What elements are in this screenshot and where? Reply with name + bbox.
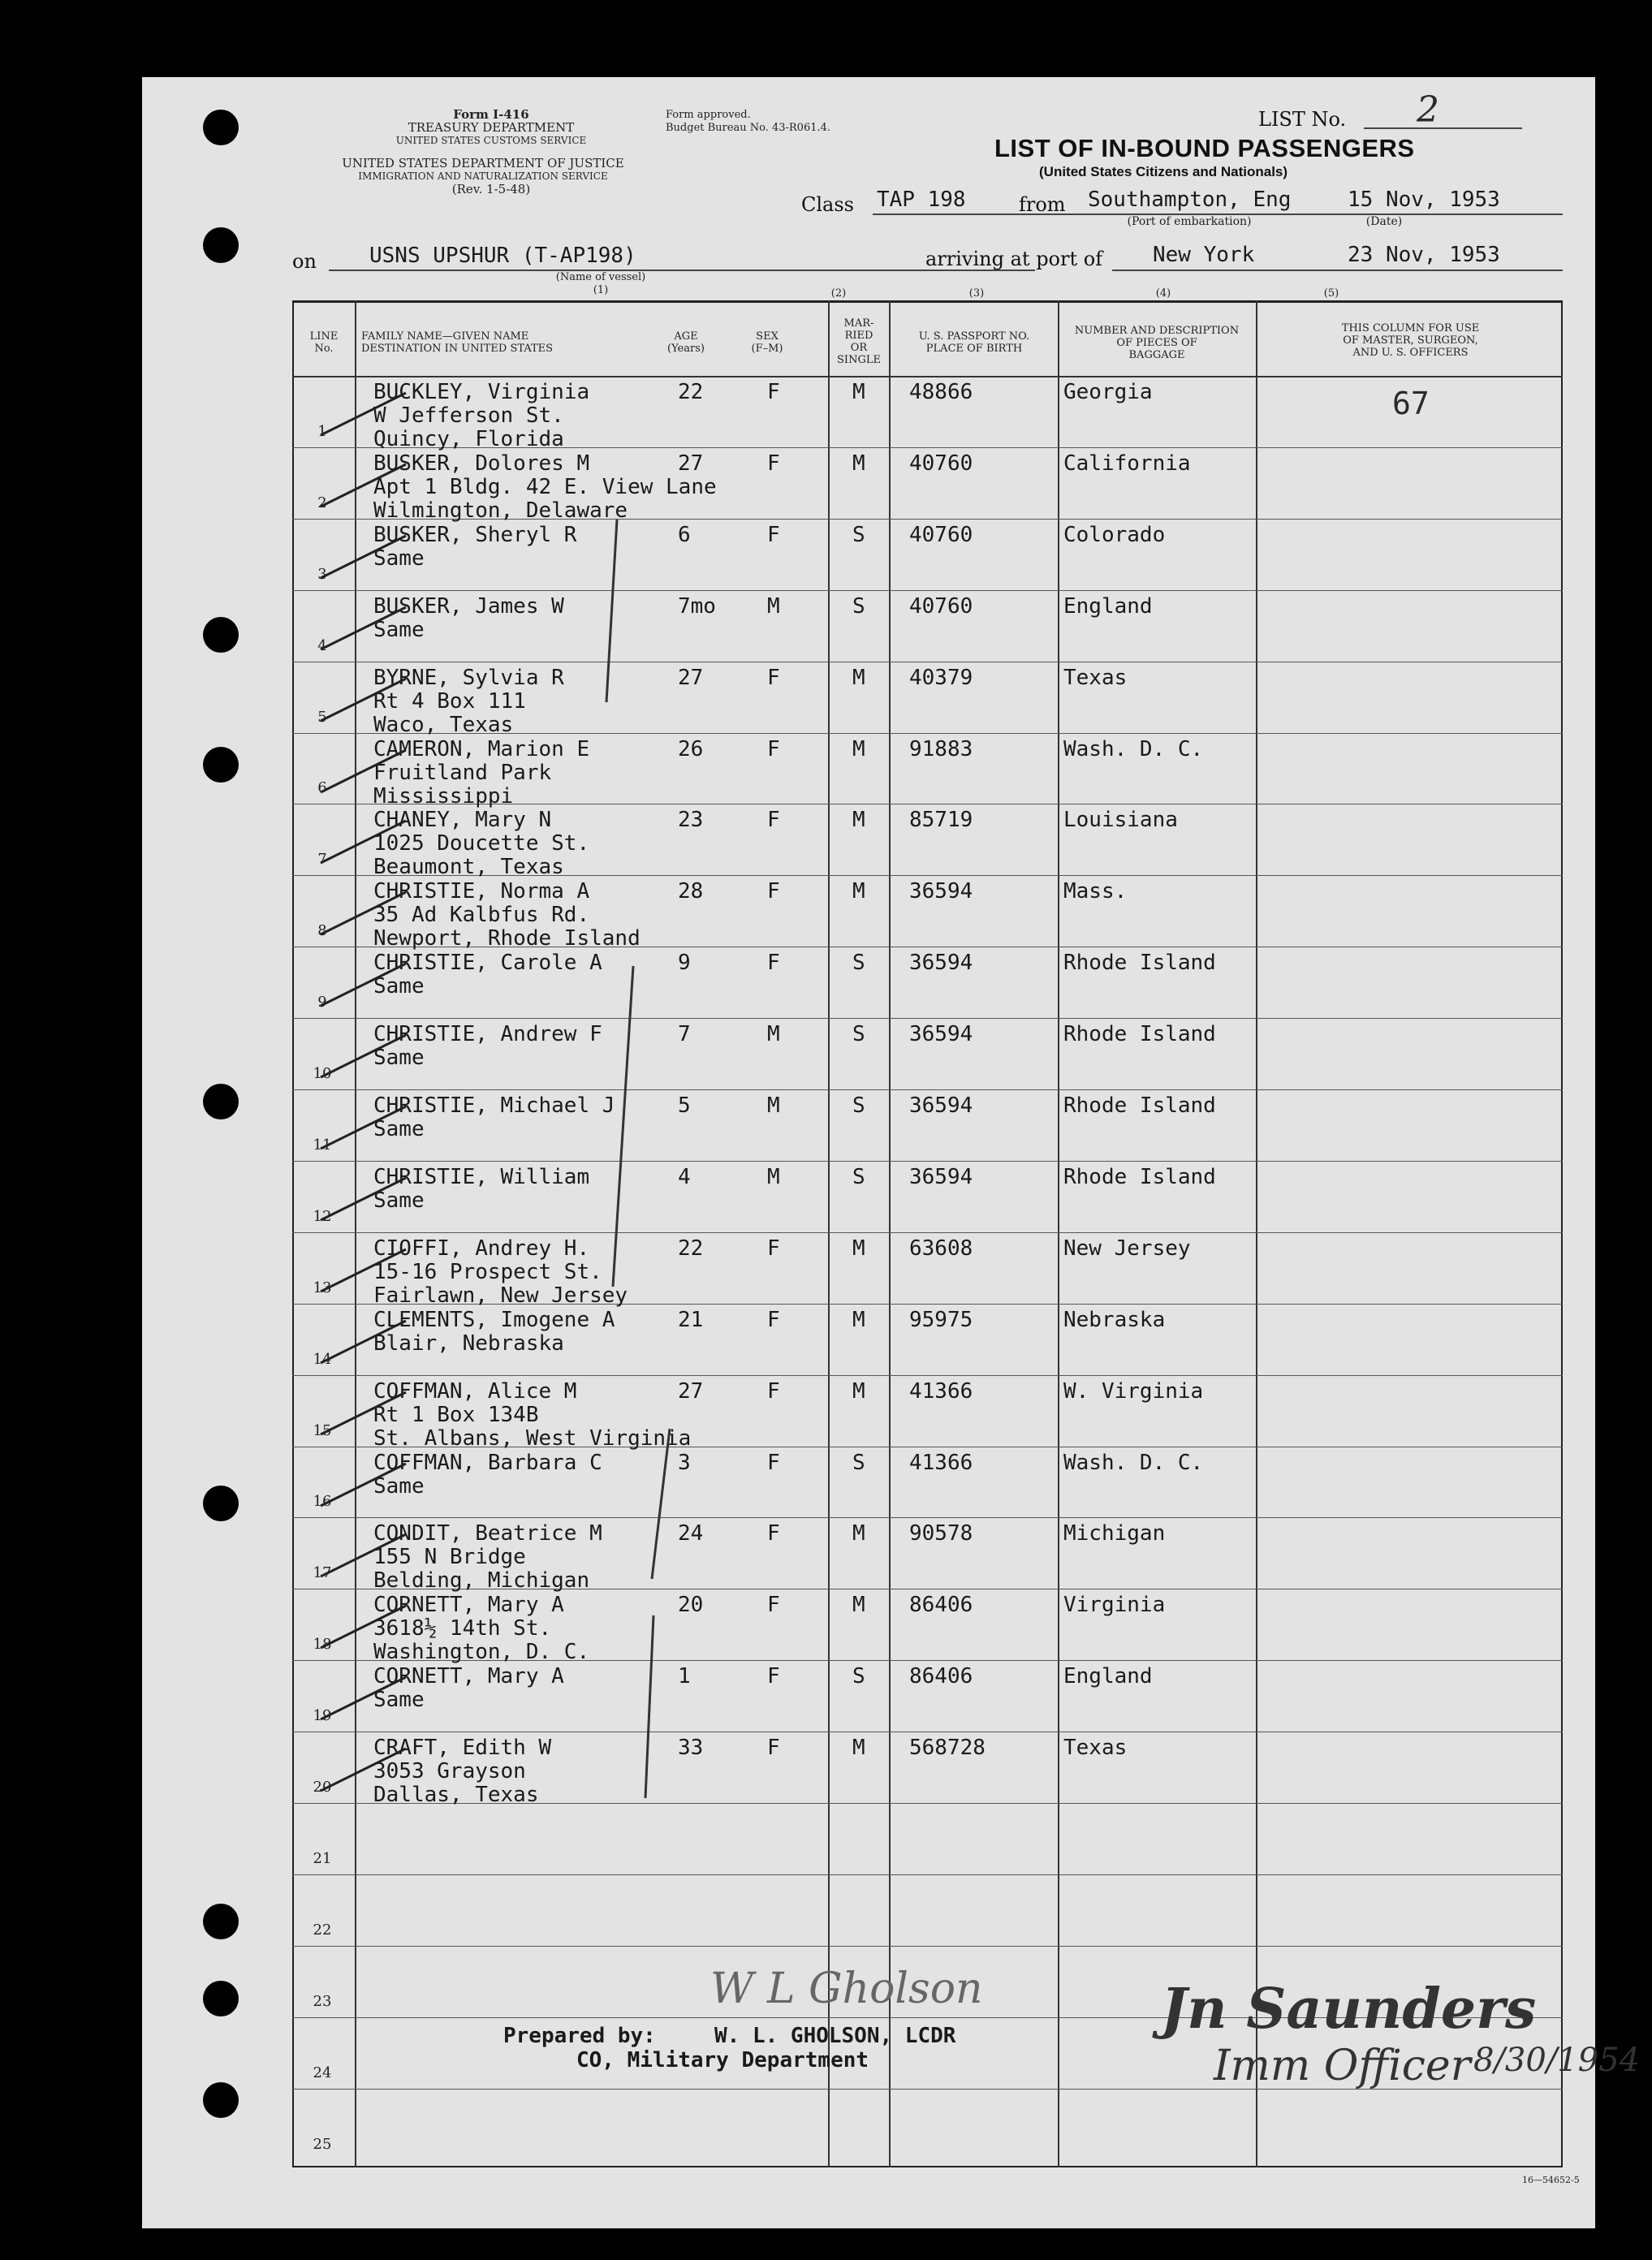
passenger-address-2: Quincy, Florida — [373, 427, 564, 451]
checkmark-icon — [317, 601, 414, 658]
punch-hole — [203, 227, 239, 263]
header-age: AGE (Years) — [667, 330, 705, 355]
vessel-name: USNS UPSHUR (T-AP198) — [369, 244, 636, 268]
passenger-address-1: Same — [373, 546, 425, 571]
passenger-passport: 41366 — [909, 1450, 973, 1475]
passenger-table — [292, 300, 1563, 2167]
passenger-passport: 40760 — [909, 593, 973, 619]
passenger-birthplace: Rhode Island — [1063, 1022, 1216, 1047]
checkmark-icon — [317, 814, 414, 871]
line-number: 20 — [313, 1779, 332, 1796]
passenger-age: 27 — [678, 1378, 704, 1404]
passenger-name: CAMERON, Marion E — [373, 736, 590, 761]
passenger-passport: 86406 — [909, 1593, 973, 1618]
passenger-marital-status: M — [852, 879, 865, 904]
arrival-port: New York — [1153, 243, 1255, 267]
passenger-age: 27 — [678, 665, 704, 690]
justice-dept: UNITED STATES DEPARTMENT OF JUSTICE — [342, 156, 624, 170]
footer-code: 16—54652-5 — [1522, 2175, 1580, 2185]
passenger-marital-status: M — [852, 1236, 865, 1261]
prepared-label: Prepared by: — [503, 2024, 656, 2048]
checkmark-icon — [317, 1457, 414, 1514]
checkmark-icon — [317, 1528, 414, 1585]
passenger-name: BUSKER, Dolores M — [373, 451, 590, 476]
form-approved: Form approved. — [666, 109, 751, 121]
checkmark-icon — [317, 1742, 414, 1799]
line-number: 2 — [317, 494, 327, 511]
passenger-birthplace: England — [1063, 1664, 1153, 1689]
passenger-marital-status: S — [852, 1664, 865, 1689]
line-number: 16 — [313, 1493, 332, 1511]
form-number: Form I-416 — [453, 107, 529, 122]
passenger-birthplace: Nebraska — [1063, 1307, 1166, 1332]
passenger-passport: 91883 — [909, 736, 973, 761]
passenger-birthplace: Colorado — [1063, 522, 1166, 547]
checkmark-icon — [317, 1029, 414, 1085]
line-number: 23 — [313, 1992, 332, 2010]
line-number: 7 — [317, 851, 327, 869]
passenger-marital-status: M — [852, 1521, 865, 1546]
passenger-birthplace: Mass. — [1063, 879, 1128, 904]
passenger-age: 27 — [678, 451, 704, 476]
passenger-age: 26 — [678, 736, 704, 761]
treasury-dept: TREASURY DEPARTMENT — [408, 120, 575, 135]
vessel-col-number: (1) — [593, 284, 609, 296]
passenger-marital-status: S — [852, 593, 865, 619]
passenger-address-2: Mississippi — [373, 783, 514, 809]
passenger-marital-status: S — [852, 951, 865, 976]
checkmark-icon — [317, 1243, 414, 1300]
header-passport: U. S. PASSPORT NO. PLACE OF BIRTH — [918, 330, 1030, 355]
checkmark-icon — [317, 1599, 414, 1656]
line-number: 25 — [313, 2135, 332, 2153]
passenger-sex: F — [767, 736, 780, 761]
passenger-marital-status: S — [852, 1093, 865, 1118]
passenger-name: CIOFFI, Andrey H. — [373, 1236, 590, 1261]
line-number: 3 — [317, 565, 327, 583]
checkmark-icon — [317, 744, 414, 800]
passenger-sex: F — [767, 879, 780, 904]
passenger-address-1: 15-16 Prospect St. — [373, 1259, 602, 1284]
passenger-address-2: Dallas, Texas — [373, 1783, 539, 1808]
passenger-birthplace: Virginia — [1063, 1593, 1166, 1618]
passenger-name: BUCKLEY, Virginia — [373, 380, 590, 404]
passenger-address-2: Washington, D. C. — [373, 1640, 590, 1665]
col-number-3: (3) — [968, 287, 985, 300]
passenger-address-2: Newport, Rhode Island — [373, 926, 641, 951]
passenger-marital-status: M — [852, 736, 865, 761]
on-label: on — [292, 250, 317, 273]
passenger-marital-status: M — [852, 1736, 865, 1761]
passenger-name: BUSKER, Sheryl R — [373, 522, 577, 547]
checkmark-icon — [317, 1671, 414, 1727]
list-number: 2 — [1417, 89, 1439, 131]
pencil-mark — [633, 1611, 666, 1806]
class-label: Class — [801, 193, 854, 216]
passenger-age: 24 — [678, 1521, 704, 1546]
passenger-sex: F — [767, 1236, 780, 1261]
line-number: 9 — [317, 994, 327, 1011]
checkmark-icon — [317, 1314, 414, 1371]
line-number: 17 — [313, 1564, 332, 1582]
budget-bureau: Budget Bureau No. 43-R061.4. — [666, 122, 831, 134]
passenger-name: CORNETT, Mary A — [373, 1593, 564, 1618]
passenger-sex: F — [767, 522, 780, 547]
passenger-name: COFFMAN, Alice M — [373, 1378, 577, 1404]
checkmark-icon — [317, 1386, 414, 1443]
passenger-birthplace: New Jersey — [1063, 1236, 1191, 1261]
passenger-address-2: Waco, Texas — [373, 712, 514, 737]
passenger-sex: F — [767, 1593, 780, 1618]
header-officers: THIS COLUMN FOR USE OF MASTER, SURGEON, AND U. S. OFFICERS — [1341, 322, 1480, 359]
revision: (Rev. 1-5-48) — [451, 182, 531, 196]
passenger-name: CHANEY, Mary N — [373, 808, 552, 833]
passenger-sex: F — [767, 1307, 780, 1332]
passenger-address-2: Wilmington, Delaware — [373, 498, 628, 523]
passenger-address-1: Blair, Nebraska — [373, 1331, 564, 1356]
line-number: 11 — [313, 1136, 332, 1154]
checkmark-icon — [317, 672, 414, 729]
passenger-birthplace: California — [1063, 451, 1191, 476]
passenger-passport: 36594 — [909, 879, 973, 904]
passenger-marital-status: M — [852, 665, 865, 690]
passenger-sex: M — [767, 1022, 780, 1047]
arrival-date: 23 Nov, 1953 — [1348, 243, 1500, 267]
checkmark-icon — [317, 386, 414, 443]
signature-officer: Imm Officer — [1214, 2042, 1471, 2090]
passenger-address-1: 3053 Grayson — [373, 1759, 526, 1784]
passenger-passport: 40760 — [909, 522, 973, 547]
passenger-passport: 41366 — [909, 1378, 973, 1404]
passenger-passport: 40760 — [909, 451, 973, 476]
passenger-marital-status: M — [852, 1378, 865, 1404]
passenger-address-1: 3618½ 14th St. — [373, 1616, 552, 1641]
line-number: 24 — [313, 2064, 332, 2081]
passenger-sex: F — [767, 1450, 780, 1475]
passenger-age: 3 — [678, 1450, 691, 1475]
passenger-passport: 48866 — [909, 380, 973, 404]
line-number: 1 — [317, 422, 327, 440]
prepared-name: W. L. GHOLSON, LCDR — [714, 2024, 956, 2048]
line-number: 13 — [313, 1279, 332, 1296]
passenger-address-1: 1025 Doucette St. — [373, 831, 590, 856]
passenger-age: 28 — [678, 879, 704, 904]
document-page — [142, 77, 1641, 2228]
header-married: MAR- RIED OR SINGLE — [837, 317, 881, 366]
passenger-sex: M — [767, 1093, 780, 1118]
passenger-birthplace: Wash. D. C. — [1063, 1450, 1204, 1475]
page-subtitle: (United States Citizens and Nationals) — [1039, 164, 1288, 179]
passenger-marital-status: S — [852, 522, 865, 547]
passenger-sex: F — [767, 808, 780, 833]
line-number: 8 — [317, 922, 327, 940]
date-caption: (Date) — [1365, 215, 1403, 228]
embarkation-port: Southampton, Eng — [1088, 188, 1292, 212]
passenger-age: 9 — [678, 951, 691, 976]
passenger-marital-status: M — [852, 1593, 865, 1618]
header-name: FAMILY NAME—GIVEN NAME DESTINATION IN UNITED STATES — [361, 330, 554, 355]
passenger-address-1: Same — [373, 1473, 425, 1499]
pencil-mark — [645, 1425, 678, 1587]
passenger-age: 33 — [678, 1736, 704, 1761]
passenger-age: 5 — [678, 1093, 691, 1118]
line-number: 22 — [313, 1921, 332, 1939]
passenger-address-2: Beaumont, Texas — [373, 855, 564, 880]
passenger-age: 20 — [678, 1593, 704, 1618]
passenger-address-2: Belding, Michigan — [373, 1568, 590, 1594]
passenger-address-1: Same — [373, 1188, 425, 1213]
header-sex: SEX (F–M) — [751, 330, 783, 355]
line-number: 18 — [313, 1636, 332, 1654]
passenger-birthplace: Rhode Island — [1063, 1093, 1216, 1118]
passenger-birthplace: Wash. D. C. — [1063, 736, 1204, 761]
punch-hole — [203, 617, 239, 653]
passenger-name: CHRISTIE, William — [373, 1164, 590, 1189]
passenger-age: 1 — [678, 1664, 691, 1689]
customs-service: UNITED STATES CUSTOMS SERVICE — [395, 135, 587, 146]
checkmark-icon — [317, 1100, 414, 1157]
passenger-sex: F — [767, 1664, 780, 1689]
passenger-passport: 36594 — [909, 1093, 973, 1118]
passenger-birthplace: Louisiana — [1063, 808, 1178, 833]
passenger-marital-status: S — [852, 1450, 865, 1475]
punch-hole — [203, 747, 239, 783]
passenger-passport: 63608 — [909, 1236, 973, 1261]
embark-caption: (Port of embarkation) — [1127, 215, 1252, 228]
passenger-address-1: Same — [373, 1117, 425, 1141]
passenger-age: 23 — [678, 808, 704, 833]
passenger-age: 7mo — [678, 593, 716, 619]
page-title: LIST OF IN-BOUND PASSENGERS — [994, 134, 1415, 162]
punch-hole — [203, 1904, 239, 1939]
checkmark-icon — [317, 529, 414, 586]
passenger-name: CHRISTIE, Michael J — [373, 1093, 615, 1118]
passenger-name: COFFMAN, Barbara C — [373, 1450, 602, 1475]
line-number: 14 — [313, 1350, 332, 1368]
passenger-address-2: St. Albans, West Virginia — [373, 1425, 692, 1451]
passenger-age: 22 — [678, 1236, 704, 1261]
punch-hole — [203, 110, 239, 145]
passenger-sex: M — [767, 1164, 780, 1189]
signature-saunders: Jn Saunders — [1161, 1977, 1537, 2042]
line-number: 6 — [317, 779, 327, 797]
passenger-passport: 36594 — [909, 1022, 973, 1047]
passenger-address-1: Same — [373, 617, 425, 642]
passenger-name: CHRISTIE, Carole A — [373, 951, 602, 976]
vessel-caption: (Name of vessel) — [555, 271, 646, 283]
passenger-age: 7 — [678, 1022, 691, 1047]
passenger-passport: 86406 — [909, 1664, 973, 1689]
passenger-name: CHRISTIE, Norma A — [373, 879, 590, 904]
col-number-2: (2) — [830, 287, 847, 300]
passenger-name: BUSKER, James W — [373, 593, 564, 619]
passenger-passport: 95975 — [909, 1307, 973, 1332]
passenger-sex: F — [767, 951, 780, 976]
passenger-birthplace: Rhode Island — [1063, 1164, 1216, 1189]
line-number: 5 — [317, 708, 327, 726]
passenger-birthplace: Texas — [1063, 1736, 1128, 1761]
passenger-passport: 36594 — [909, 951, 973, 976]
passenger-marital-status: M — [852, 1307, 865, 1332]
col-number-4: (4) — [1155, 287, 1171, 300]
checkmark-icon — [317, 957, 414, 1014]
passenger-sex: M — [767, 593, 780, 619]
passenger-marital-status: M — [852, 380, 865, 404]
prepared-title: CO, Military Department — [576, 2048, 869, 2072]
passenger-address-1: Rt 1 Box 134B — [373, 1402, 539, 1427]
passenger-age: 22 — [678, 380, 704, 404]
passenger-marital-status: S — [852, 1164, 865, 1189]
passenger-birthplace: England — [1063, 593, 1153, 619]
passenger-address-1: 155 N Bridge — [373, 1545, 526, 1570]
arriving-label: arriving at port of — [925, 248, 1103, 270]
passenger-address-1: Same — [373, 1688, 425, 1713]
signature-date: 8/30/1954 — [1473, 2042, 1641, 2079]
passenger-name: CLEMENTS, Imogene A — [373, 1307, 615, 1332]
passenger-passport: 90578 — [909, 1521, 973, 1546]
passenger-marital-status: M — [852, 451, 865, 476]
passenger-name: CRAFT, Edith W — [373, 1736, 552, 1761]
checkmark-icon — [317, 886, 414, 942]
passenger-passport: 568728 — [909, 1736, 986, 1761]
passenger-age: 4 — [678, 1164, 691, 1189]
line-number: 21 — [313, 1849, 332, 1867]
line-number: 10 — [313, 1065, 332, 1082]
passenger-name: CHRISTIE, Andrew F — [373, 1022, 602, 1047]
punch-hole — [203, 1084, 239, 1119]
passenger-sex: F — [767, 1378, 780, 1404]
passenger-sex: F — [767, 665, 780, 690]
line-number: 19 — [313, 1707, 332, 1725]
passenger-passport: 40379 — [909, 665, 973, 690]
passenger-sex: F — [767, 380, 780, 404]
ins-service: IMMIGRATION AND NATURALIZATION SERVICE — [358, 170, 608, 182]
passenger-passport: 85719 — [909, 808, 973, 833]
passenger-address-1: Same — [373, 1046, 425, 1071]
passenger-address-1: Apt 1 Bldg. 42 E. View Lane — [373, 474, 717, 499]
passenger-passport: 36594 — [909, 1164, 973, 1189]
pencil-mark — [597, 515, 629, 710]
passenger-sex: F — [767, 451, 780, 476]
passenger-address-1: W Jefferson St. — [373, 403, 564, 428]
passenger-birthplace: Rhode Island — [1063, 951, 1216, 976]
officer-note: 67 — [1392, 386, 1430, 421]
line-number: 12 — [313, 1207, 332, 1225]
passenger-address-1: Fruitland Park — [373, 760, 552, 785]
passenger-address-1: 35 Ad Kalbfus Rd. — [373, 903, 590, 928]
passenger-address-1: Rt 4 Box 111 — [373, 688, 526, 714]
header-line-no: LINE No. — [309, 330, 339, 355]
line-number: 4 — [317, 636, 327, 654]
passenger-name: CORNETT, Mary A — [373, 1664, 564, 1689]
passenger-marital-status: S — [852, 1022, 865, 1047]
passenger-birthplace: Texas — [1063, 665, 1128, 690]
passenger-birthplace: Michigan — [1063, 1521, 1166, 1546]
punch-hole — [203, 2082, 239, 2118]
passenger-name: CONDIT, Beatrice M — [373, 1521, 602, 1546]
punch-hole — [203, 1486, 239, 1521]
passenger-age: 6 — [678, 522, 691, 547]
passenger-marital-status: M — [852, 808, 865, 833]
checkmark-icon — [317, 458, 414, 515]
passenger-name: BYRNE, Sylvia R — [373, 665, 564, 690]
checkmark-icon — [317, 1171, 414, 1228]
pencil-mark — [605, 962, 645, 1303]
punch-hole — [203, 1981, 239, 2016]
passenger-birthplace: Georgia — [1063, 380, 1153, 404]
passenger-address-2: Fairlawn, New Jersey — [373, 1283, 628, 1308]
passenger-age: 21 — [678, 1307, 704, 1332]
list-label: LIST No. — [1258, 108, 1347, 131]
line-number: 15 — [313, 1421, 332, 1439]
passenger-birthplace: W. Virginia — [1063, 1378, 1204, 1404]
col-number-5: (5) — [1323, 287, 1339, 300]
passenger-address-1: Same — [373, 974, 425, 999]
passenger-sex: F — [767, 1521, 780, 1546]
embarkation-date: 15 Nov, 1953 — [1348, 188, 1500, 212]
header-baggage: NUMBER AND DESCRIPTION OF PIECES OF BAGGAGE — [1074, 325, 1240, 361]
class-value: TAP 198 — [877, 188, 966, 212]
signature-gholson: W L Gholson — [710, 1965, 983, 2013]
from-label: from — [1019, 193, 1066, 216]
passenger-sex: F — [767, 1736, 780, 1761]
